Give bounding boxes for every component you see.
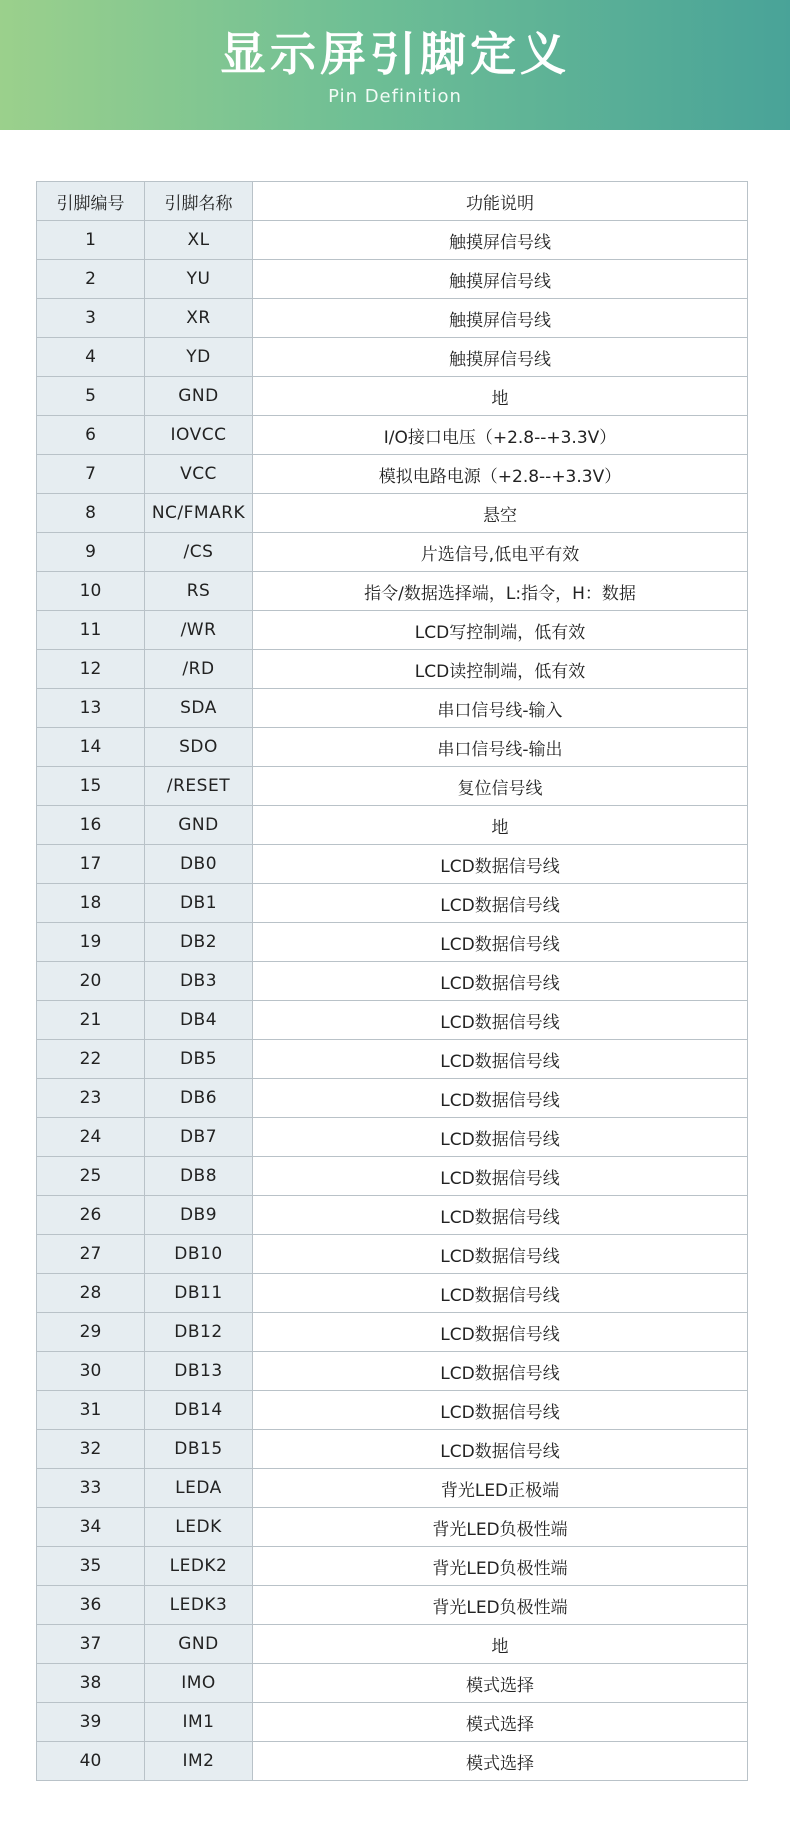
pin-name-cell: DB3	[145, 962, 253, 1001]
pin-number-cell: 6	[37, 416, 145, 455]
table-row	[37, 1196, 748, 1235]
pin-number-cell: 39	[37, 1703, 145, 1742]
function-description-cell: 地	[253, 806, 748, 845]
pin-name-cell: GND	[145, 1625, 253, 1664]
pin-name-cell: DB9	[145, 1196, 253, 1235]
pin-number-cell: 27	[37, 1235, 145, 1274]
pin-name-cell: DB13	[145, 1352, 253, 1391]
function-description-cell: LCD数据信号线	[253, 1001, 748, 1040]
table-header-row	[37, 182, 748, 221]
pin-name-cell: NC/FMARK	[145, 494, 253, 533]
pin-name-cell: /CS	[145, 533, 253, 572]
function-description-cell: LCD数据信号线	[253, 1274, 748, 1313]
pin-name-cell: DB4	[145, 1001, 253, 1040]
pin-number-cell: 33	[37, 1469, 145, 1508]
pin-number-cell: 7	[37, 455, 145, 494]
pin-name-cell: DB2	[145, 923, 253, 962]
function-description-cell: 串口信号线-输出	[253, 728, 748, 767]
pin-name-cell: YU	[145, 260, 253, 299]
pin-name-cell: GND	[145, 806, 253, 845]
function-description-cell: LCD数据信号线	[253, 1430, 748, 1469]
function-description-cell: 触摸屏信号线	[253, 260, 748, 299]
function-description-cell: LCD数据信号线	[253, 923, 748, 962]
pin-name-cell: LEDK3	[145, 1586, 253, 1625]
pin-number-cell: 12	[37, 650, 145, 689]
function-description-cell: LCD数据信号线	[253, 1391, 748, 1430]
pin-name-cell: /RD	[145, 650, 253, 689]
pin-number-cell: 21	[37, 1001, 145, 1040]
table-row	[37, 221, 748, 260]
function-description-cell: 模式选择	[253, 1742, 748, 1781]
table-row	[37, 338, 748, 377]
table-row	[37, 1391, 748, 1430]
table-row	[37, 416, 748, 455]
table-row	[37, 377, 748, 416]
function-description-cell: LCD写控制端，低有效	[253, 611, 748, 650]
pin-number-cell: 23	[37, 1079, 145, 1118]
function-description-cell: LCD数据信号线	[253, 1157, 748, 1196]
column-header-pin-name: 引脚名称	[145, 182, 253, 221]
table-row	[37, 1040, 748, 1079]
table-row	[37, 1469, 748, 1508]
function-description-cell: 模式选择	[253, 1664, 748, 1703]
function-description-cell: 触摸屏信号线	[253, 299, 748, 338]
pin-name-cell: IM2	[145, 1742, 253, 1781]
pin-name-cell: DB7	[145, 1118, 253, 1157]
pin-name-cell: VCC	[145, 455, 253, 494]
table-row	[37, 650, 748, 689]
table-row	[37, 1742, 748, 1781]
column-header-pin-number: 引脚编号	[37, 182, 145, 221]
pin-number-cell: 40	[37, 1742, 145, 1781]
pin-number-cell: 16	[37, 806, 145, 845]
pin-name-cell: /RESET	[145, 767, 253, 806]
pin-name-cell: GND	[145, 377, 253, 416]
pin-name-cell: LEDK2	[145, 1547, 253, 1586]
function-description-cell: 背光LED负极性端	[253, 1586, 748, 1625]
pin-definition-table	[36, 181, 748, 1781]
pin-number-cell: 36	[37, 1586, 145, 1625]
pin-name-cell: DB0	[145, 845, 253, 884]
function-description-cell: LCD数据信号线	[253, 884, 748, 923]
table-row	[37, 1547, 748, 1586]
table-row	[37, 494, 748, 533]
function-description-cell: 复位信号线	[253, 767, 748, 806]
table-row	[37, 767, 748, 806]
table-row	[37, 533, 748, 572]
table-row	[37, 1001, 748, 1040]
pin-number-cell: 38	[37, 1664, 145, 1703]
table-row	[37, 1625, 748, 1664]
pin-name-cell: LEDK	[145, 1508, 253, 1547]
function-description-cell: 触摸屏信号线	[253, 221, 748, 260]
pin-name-cell: DB11	[145, 1274, 253, 1313]
function-description-cell: 背光LED负极性端	[253, 1508, 748, 1547]
function-description-cell: LCD读控制端，低有效	[253, 650, 748, 689]
pin-table-container	[36, 181, 747, 1781]
function-description-cell: LCD数据信号线	[253, 1040, 748, 1079]
pin-number-cell: 3	[37, 299, 145, 338]
table-row	[37, 962, 748, 1001]
table-row	[37, 1352, 748, 1391]
pin-name-cell: XR	[145, 299, 253, 338]
pin-number-cell: 24	[37, 1118, 145, 1157]
function-description-cell: 指令/数据选择端，L:指令，H：数据	[253, 572, 748, 611]
pin-name-cell: /WR	[145, 611, 253, 650]
pin-name-cell: DB5	[145, 1040, 253, 1079]
pin-name-cell: DB6	[145, 1079, 253, 1118]
table-row	[37, 1118, 748, 1157]
pin-number-cell: 20	[37, 962, 145, 1001]
column-header-function: 功能说明	[253, 182, 748, 221]
pin-number-cell: 14	[37, 728, 145, 767]
pin-number-cell: 35	[37, 1547, 145, 1586]
table-row	[37, 1664, 748, 1703]
pin-number-cell: 22	[37, 1040, 145, 1079]
pin-number-cell: 5	[37, 377, 145, 416]
table-row	[37, 1703, 748, 1742]
pin-name-cell: RS	[145, 572, 253, 611]
pin-name-cell: XL	[145, 221, 253, 260]
table-row	[37, 1430, 748, 1469]
pin-number-cell: 1	[37, 221, 145, 260]
table-row	[37, 455, 748, 494]
pin-number-cell: 18	[37, 884, 145, 923]
table-body	[37, 221, 748, 1781]
table-row	[37, 611, 748, 650]
function-description-cell: LCD数据信号线	[253, 1235, 748, 1274]
table-row	[37, 689, 748, 728]
pin-name-cell: YD	[145, 338, 253, 377]
table-row	[37, 923, 748, 962]
function-description-cell: I/O接口电压（+2.8--+3.3V）	[253, 416, 748, 455]
pin-number-cell: 17	[37, 845, 145, 884]
function-description-cell: 地	[253, 377, 748, 416]
function-description-cell: 串口信号线-输入	[253, 689, 748, 728]
table-row	[37, 572, 748, 611]
function-description-cell: LCD数据信号线	[253, 1118, 748, 1157]
pin-number-cell: 8	[37, 494, 145, 533]
pin-name-cell: DB1	[145, 884, 253, 923]
pin-number-cell: 29	[37, 1313, 145, 1352]
pin-number-cell: 10	[37, 572, 145, 611]
function-description-cell: LCD数据信号线	[253, 845, 748, 884]
function-description-cell: LCD数据信号线	[253, 1313, 748, 1352]
pin-number-cell: 2	[37, 260, 145, 299]
pin-number-cell: 13	[37, 689, 145, 728]
pin-name-cell: DB15	[145, 1430, 253, 1469]
pin-name-cell: LEDA	[145, 1469, 253, 1508]
function-description-cell: 背光LED正极端	[253, 1469, 748, 1508]
table-row	[37, 1508, 748, 1547]
table-row	[37, 806, 748, 845]
pin-name-cell: IM1	[145, 1703, 253, 1742]
pin-number-cell: 30	[37, 1352, 145, 1391]
pin-number-cell: 9	[37, 533, 145, 572]
function-description-cell: LCD数据信号线	[253, 962, 748, 1001]
table-row	[37, 884, 748, 923]
pin-number-cell: 37	[37, 1625, 145, 1664]
pin-number-cell: 31	[37, 1391, 145, 1430]
pin-name-cell: DB14	[145, 1391, 253, 1430]
pin-name-cell: IMO	[145, 1664, 253, 1703]
pin-number-cell: 32	[37, 1430, 145, 1469]
table-row	[37, 1313, 748, 1352]
function-description-cell: 背光LED负极性端	[253, 1547, 748, 1586]
table-row	[37, 1586, 748, 1625]
pin-name-cell: DB12	[145, 1313, 253, 1352]
table-row	[37, 299, 748, 338]
function-description-cell: LCD数据信号线	[253, 1352, 748, 1391]
table-row	[37, 728, 748, 767]
pin-number-cell: 25	[37, 1157, 145, 1196]
pin-name-cell: DB10	[145, 1235, 253, 1274]
function-description-cell: 模式选择	[253, 1703, 748, 1742]
function-description-cell: LCD数据信号线	[253, 1196, 748, 1235]
pin-number-cell: 26	[37, 1196, 145, 1235]
pin-number-cell: 34	[37, 1508, 145, 1547]
table-row	[37, 1079, 748, 1118]
page-title: 显示屏引脚定义	[220, 27, 570, 81]
table-row	[37, 1235, 748, 1274]
pin-name-cell: SDO	[145, 728, 253, 767]
function-description-cell: 悬空	[253, 494, 748, 533]
pin-name-cell: SDA	[145, 689, 253, 728]
function-description-cell: 触摸屏信号线	[253, 338, 748, 377]
function-description-cell: 地	[253, 1625, 748, 1664]
pin-name-cell: IOVCC	[145, 416, 253, 455]
function-description-cell: LCD数据信号线	[253, 1079, 748, 1118]
table-row	[37, 1157, 748, 1196]
pin-number-cell: 19	[37, 923, 145, 962]
table-row	[37, 1274, 748, 1313]
page-subtitle: Pin Definition	[328, 86, 462, 107]
header-banner	[0, 0, 790, 130]
pin-number-cell: 28	[37, 1274, 145, 1313]
table-row	[37, 260, 748, 299]
pin-number-cell: 4	[37, 338, 145, 377]
function-description-cell: 模拟电路电源（+2.8--+3.3V）	[253, 455, 748, 494]
pin-number-cell: 11	[37, 611, 145, 650]
pin-name-cell: DB8	[145, 1157, 253, 1196]
pin-number-cell: 15	[37, 767, 145, 806]
function-description-cell: 片选信号,低电平有效	[253, 533, 748, 572]
table-row	[37, 845, 748, 884]
